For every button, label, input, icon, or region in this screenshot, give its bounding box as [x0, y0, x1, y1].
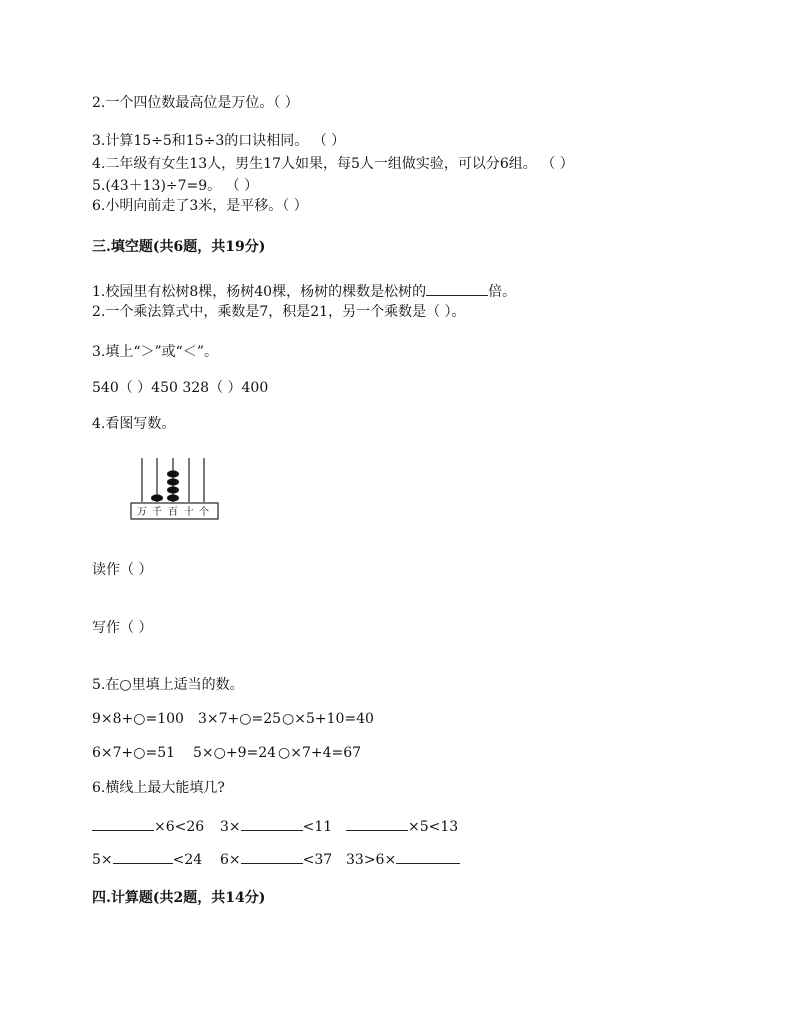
answer-blank — [241, 816, 303, 831]
abacus-bead — [151, 494, 163, 501]
abacus-bead — [167, 478, 179, 485]
inequality-prefix: 3× — [220, 819, 241, 835]
fill-question-3: 3.填上“＞”或“＜”。 — [92, 344, 218, 360]
fill-question-2: 2.一个乘法算式中，乘数是7，积是21，另一个乘数是（ ）。 — [92, 304, 466, 320]
inequality-suffix: <11 — [302, 819, 333, 835]
fill-question-1-suffix: 倍。 — [488, 284, 517, 300]
inequality — [346, 849, 460, 869]
question-judgment-3: 3.计算15÷5和15÷3的口诀相同。 （ ） — [92, 133, 346, 149]
inequality-suffix: ×6<26 — [154, 819, 205, 835]
fill-question-1 — [92, 281, 516, 301]
inequality — [92, 849, 202, 869]
inequality-suffix: ×5<13 — [408, 819, 459, 835]
equation: 3×7+○=25 — [198, 711, 282, 727]
fill-question-3-items: 540（ ）450 328（ ）400 — [92, 380, 269, 396]
question-judgment-6: 6.小明向前走了3米，是平移。（ ） — [92, 198, 308, 214]
write-as-label: 写作（ ） — [92, 620, 153, 636]
read-as-label: 读作（ ） — [92, 562, 153, 578]
abacus-bead — [167, 486, 179, 493]
abacus-label-bai: 百 — [168, 507, 178, 518]
abacus-label-qian: 千 — [152, 507, 162, 518]
inequality-prefix: 6× — [220, 852, 241, 868]
fill-question-5: 5.在○里填上适当的数。 — [92, 677, 244, 693]
inequality-prefix: 33>6× — [346, 852, 397, 868]
equation: ○×7+4=67 — [278, 745, 362, 761]
question-judgment-4: 4.二年级有女生13人，男生17人如果，每5人一组做实验，可以分6组。 （ ） — [92, 156, 574, 172]
equation: 5×○+9=24 — [193, 745, 277, 761]
answer-blank — [241, 849, 303, 864]
inequality-suffix: <37 — [302, 852, 333, 868]
answer-blank — [346, 816, 408, 831]
inequality — [220, 816, 332, 836]
answer-blank — [426, 281, 488, 296]
abacus-label-ge: 个 — [199, 507, 209, 518]
answer-blank — [92, 816, 154, 831]
abacus-bead — [167, 470, 179, 477]
abacus-label-shi: 十 — [184, 507, 194, 518]
inequality — [220, 849, 332, 869]
abacus-bead — [167, 494, 179, 501]
equation: 6×7+○=51 — [92, 745, 176, 761]
inequality — [92, 816, 204, 836]
abacus-label-wan: 万 — [137, 507, 147, 518]
answer-blank — [396, 849, 460, 864]
answer-blank — [113, 849, 173, 864]
fill-question-6: 6.横线上最大能填几? — [92, 780, 225, 796]
question-judgment-2: 2.一个四位数最高位是万位。（ ） — [92, 95, 299, 111]
fill-question-4: 4.看图写数。 — [92, 416, 176, 432]
inequality-suffix: <24 — [172, 852, 203, 868]
fill-question-1-text: 1.校园里有松树8棵，杨树40棵，杨树的棵数是松树的 — [92, 284, 427, 300]
section-4-title: 四.计算题(共2题，共14分) — [92, 890, 266, 906]
abacus-svg — [128, 456, 222, 522]
inequality-prefix: 5× — [92, 852, 113, 868]
section-3-title: 三.填空题(共6题，共19分) — [92, 239, 266, 255]
inequality — [346, 816, 458, 836]
equation: ○×5+10=40 — [282, 711, 374, 727]
question-judgment-5: 5.(43＋13)÷7=9。 （ ） — [92, 178, 259, 194]
abacus-figure — [128, 456, 222, 526]
equation: 9×8+○=100 — [92, 711, 184, 727]
